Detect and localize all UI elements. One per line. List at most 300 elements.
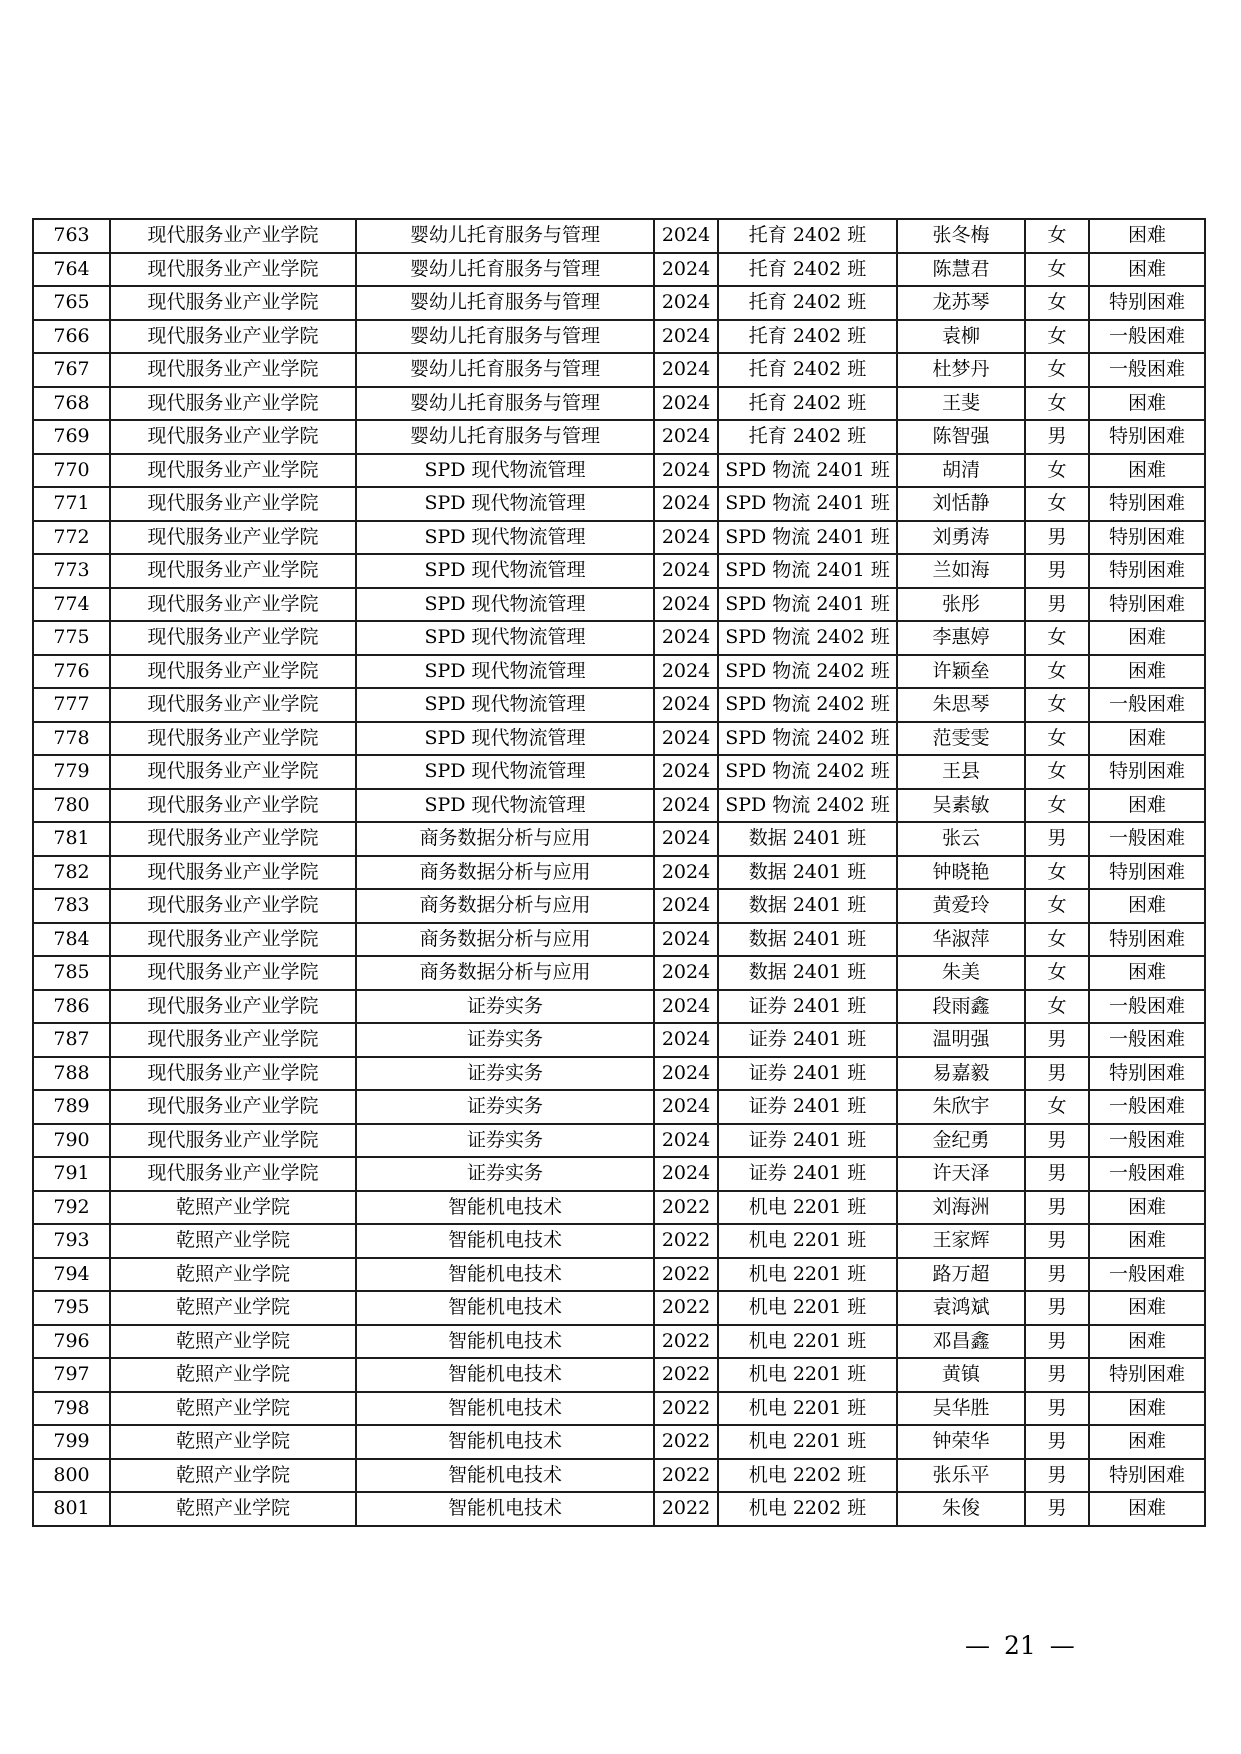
cell-name: 张冬梅 [897,219,1025,253]
cell-major: 婴幼儿托育服务与管理 [356,353,654,387]
table-row [33,1191,1205,1225]
table-row [33,487,1205,521]
cell-college: 乾照产业学院 [110,1492,356,1526]
cell-year: 2024 [654,923,718,957]
cell-gender: 男 [1025,1191,1089,1225]
cell-year: 2024 [654,353,718,387]
cell-college: 现代服务业产业学院 [110,1023,356,1057]
cell-class: SPD 物流 2402 班 [718,688,897,722]
cell-college: 乾照产业学院 [110,1325,356,1359]
table-row [33,1090,1205,1124]
cell-gender: 女 [1025,353,1089,387]
cell-gender: 男 [1025,1492,1089,1526]
cell-name: 路万超 [897,1258,1025,1292]
cell-no: 771 [33,487,110,521]
cell-difficulty: 特别困难 [1089,554,1205,588]
cell-name: 许颖垒 [897,655,1025,689]
cell-college: 现代服务业产业学院 [110,655,356,689]
table-row [33,789,1205,823]
cell-class: 托育 2402 班 [718,387,897,421]
cell-name: 段雨鑫 [897,990,1025,1024]
cell-major: 婴幼儿托育服务与管理 [356,219,654,253]
table-row [33,1057,1205,1091]
cell-name: 王家辉 [897,1224,1025,1258]
cell-name: 朱欣宇 [897,1090,1025,1124]
cell-no: 764 [33,253,110,287]
cell-major: 证券实务 [356,990,654,1024]
cell-class: SPD 物流 2402 班 [718,621,897,655]
cell-year: 2024 [654,1090,718,1124]
cell-college: 现代服务业产业学院 [110,454,356,488]
table-row [33,1425,1205,1459]
cell-class: SPD 物流 2402 班 [718,655,897,689]
cell-class: 证券 2401 班 [718,1157,897,1191]
cell-no: 765 [33,286,110,320]
cell-name: 张乐平 [897,1459,1025,1493]
table-row [33,621,1205,655]
cell-difficulty: 特别困难 [1089,588,1205,622]
cell-gender: 男 [1025,1224,1089,1258]
cell-name: 胡清 [897,454,1025,488]
cell-difficulty: 困难 [1089,1191,1205,1225]
cell-name: 吴华胜 [897,1392,1025,1426]
cell-major: 证券实务 [356,1090,654,1124]
cell-major: 商务数据分析与应用 [356,822,654,856]
cell-class: 托育 2402 班 [718,219,897,253]
cell-name: 刘海洲 [897,1191,1025,1225]
cell-class: 机电 2201 班 [718,1392,897,1426]
cell-year: 2024 [654,789,718,823]
cell-gender: 男 [1025,822,1089,856]
cell-name: 黄爱玲 [897,889,1025,923]
cell-no: 792 [33,1191,110,1225]
cell-difficulty: 一般困难 [1089,320,1205,354]
cell-gender: 女 [1025,621,1089,655]
cell-class: 证券 2401 班 [718,990,897,1024]
cell-name: 杜梦丹 [897,353,1025,387]
cell-year: 2024 [654,253,718,287]
cell-no: 780 [33,789,110,823]
table-row [33,521,1205,555]
table-row [33,1023,1205,1057]
cell-name: 邓昌鑫 [897,1325,1025,1359]
cell-college: 现代服务业产业学院 [110,1090,356,1124]
cell-no: 772 [33,521,110,555]
cell-name: 金纪勇 [897,1124,1025,1158]
cell-college: 乾照产业学院 [110,1425,356,1459]
cell-year: 2024 [654,990,718,1024]
cell-no: 787 [33,1023,110,1057]
cell-major: 婴幼儿托育服务与管理 [356,253,654,287]
cell-college: 现代服务业产业学院 [110,1057,356,1091]
cell-college: 现代服务业产业学院 [110,420,356,454]
cell-name: 朱俊 [897,1492,1025,1526]
table-row [33,755,1205,789]
cell-college: 现代服务业产业学院 [110,856,356,890]
cell-major: SPD 现代物流管理 [356,621,654,655]
cell-no: 793 [33,1224,110,1258]
cell-class: 托育 2402 班 [718,320,897,354]
cell-major: 智能机电技术 [356,1258,654,1292]
cell-class: SPD 物流 2401 班 [718,554,897,588]
cell-college: 乾照产业学院 [110,1224,356,1258]
cell-no: 782 [33,856,110,890]
cell-class: SPD 物流 2402 班 [718,755,897,789]
cell-class: 机电 2201 班 [718,1358,897,1392]
cell-major: 证券实务 [356,1057,654,1091]
cell-name: 朱思琴 [897,688,1025,722]
cell-difficulty: 困难 [1089,454,1205,488]
cell-college: 乾照产业学院 [110,1191,356,1225]
cell-college: 现代服务业产业学院 [110,621,356,655]
cell-college: 现代服务业产业学院 [110,722,356,756]
cell-class: 机电 2201 班 [718,1425,897,1459]
cell-no: 785 [33,956,110,990]
cell-difficulty: 困难 [1089,722,1205,756]
cell-no: 769 [33,420,110,454]
cell-year: 2024 [654,722,718,756]
cell-name: 王斐 [897,387,1025,421]
cell-college: 现代服务业产业学院 [110,320,356,354]
cell-college: 现代服务业产业学院 [110,1124,356,1158]
table-row [33,320,1205,354]
table-row [33,889,1205,923]
cell-difficulty: 困难 [1089,789,1205,823]
table-row [33,856,1205,890]
cell-major: 智能机电技术 [356,1325,654,1359]
cell-year: 2024 [654,487,718,521]
cell-no: 786 [33,990,110,1024]
cell-no: 789 [33,1090,110,1124]
cell-difficulty: 特别困难 [1089,1358,1205,1392]
cell-year: 2024 [654,420,718,454]
cell-no: 799 [33,1425,110,1459]
cell-class: 托育 2402 班 [718,286,897,320]
cell-major: SPD 现代物流管理 [356,487,654,521]
cell-no: 798 [33,1392,110,1426]
cell-difficulty: 一般困难 [1089,1124,1205,1158]
cell-difficulty: 一般困难 [1089,990,1205,1024]
table-row [33,1392,1205,1426]
cell-difficulty: 特别困难 [1089,755,1205,789]
cell-difficulty: 特别困难 [1089,856,1205,890]
cell-major: 证券实务 [356,1124,654,1158]
cell-college: 乾照产业学院 [110,1392,356,1426]
cell-name: 温明强 [897,1023,1025,1057]
cell-class: 数据 2401 班 [718,856,897,890]
cell-year: 2024 [654,688,718,722]
cell-gender: 女 [1025,286,1089,320]
cell-college: 现代服务业产业学院 [110,1157,356,1191]
cell-college: 现代服务业产业学院 [110,253,356,287]
cell-major: SPD 现代物流管理 [356,588,654,622]
table-row [33,655,1205,689]
cell-gender: 女 [1025,755,1089,789]
cell-year: 2024 [654,621,718,655]
cell-major: 智能机电技术 [356,1392,654,1426]
table-row [33,822,1205,856]
cell-college: 现代服务业产业学院 [110,521,356,555]
cell-difficulty: 困难 [1089,1291,1205,1325]
cell-year: 2022 [654,1258,718,1292]
cell-no: 770 [33,454,110,488]
cell-no: 766 [33,320,110,354]
cell-year: 2022 [654,1224,718,1258]
records-table-body [33,219,1205,1526]
cell-college: 现代服务业产业学院 [110,588,356,622]
cell-major: SPD 现代物流管理 [356,688,654,722]
cell-college: 现代服务业产业学院 [110,554,356,588]
cell-major: 婴幼儿托育服务与管理 [356,286,654,320]
cell-class: 托育 2402 班 [718,253,897,287]
cell-year: 2022 [654,1492,718,1526]
table-row [33,387,1205,421]
cell-difficulty: 一般困难 [1089,822,1205,856]
cell-difficulty: 困难 [1089,1492,1205,1526]
cell-difficulty: 困难 [1089,621,1205,655]
cell-major: 婴幼儿托育服务与管理 [356,420,654,454]
cell-name: 黄镇 [897,1358,1025,1392]
page-number: — 21 — [965,1631,1075,1660]
cell-no: 783 [33,889,110,923]
cell-no: 775 [33,621,110,655]
cell-major: SPD 现代物流管理 [356,554,654,588]
cell-difficulty: 困难 [1089,387,1205,421]
cell-class: SPD 物流 2401 班 [718,521,897,555]
cell-college: 现代服务业产业学院 [110,387,356,421]
cell-college: 乾照产业学院 [110,1459,356,1493]
cell-major: 商务数据分析与应用 [356,856,654,890]
cell-no: 801 [33,1492,110,1526]
cell-year: 2024 [654,454,718,488]
cell-name: 陈慧君 [897,253,1025,287]
cell-gender: 女 [1025,856,1089,890]
cell-major: 智能机电技术 [356,1224,654,1258]
table-row [33,956,1205,990]
cell-gender: 女 [1025,219,1089,253]
cell-college: 现代服务业产业学院 [110,487,356,521]
cell-gender: 男 [1025,554,1089,588]
cell-year: 2022 [654,1459,718,1493]
cell-class: SPD 物流 2402 班 [718,789,897,823]
cell-major: 婴幼儿托育服务与管理 [356,387,654,421]
table-row [33,588,1205,622]
cell-major: 证券实务 [356,1157,654,1191]
table-row [33,1325,1205,1359]
cell-college: 乾照产业学院 [110,1291,356,1325]
cell-name: 吴素敏 [897,789,1025,823]
cell-difficulty: 困难 [1089,253,1205,287]
cell-college: 现代服务业产业学院 [110,956,356,990]
cell-class: 证券 2401 班 [718,1090,897,1124]
cell-major: 商务数据分析与应用 [356,923,654,957]
cell-no: 800 [33,1459,110,1493]
cell-class: 机电 2201 班 [718,1191,897,1225]
cell-no: 784 [33,923,110,957]
cell-name: 袁柳 [897,320,1025,354]
table-row [33,219,1205,253]
cell-class: 机电 2201 班 [718,1258,897,1292]
cell-name: 刘勇涛 [897,521,1025,555]
cell-gender: 男 [1025,1425,1089,1459]
table-row [33,353,1205,387]
table-row [33,1459,1205,1493]
cell-no: 790 [33,1124,110,1158]
cell-major: 智能机电技术 [356,1492,654,1526]
cell-no: 796 [33,1325,110,1359]
cell-class: SPD 物流 2401 班 [718,588,897,622]
cell-gender: 男 [1025,1057,1089,1091]
cell-name: 兰如海 [897,554,1025,588]
cell-class: 机电 2202 班 [718,1459,897,1493]
cell-class: 数据 2401 班 [718,822,897,856]
cell-difficulty: 特别困难 [1089,420,1205,454]
cell-difficulty: 特别困难 [1089,521,1205,555]
cell-gender: 男 [1025,1392,1089,1426]
cell-gender: 男 [1025,1258,1089,1292]
cell-difficulty: 特别困难 [1089,1057,1205,1091]
cell-class: 机电 2202 班 [718,1492,897,1526]
cell-no: 767 [33,353,110,387]
cell-difficulty: 一般困难 [1089,1090,1205,1124]
cell-major: 智能机电技术 [356,1291,654,1325]
cell-name: 张云 [897,822,1025,856]
cell-no: 788 [33,1057,110,1091]
cell-year: 2022 [654,1425,718,1459]
table-row [33,722,1205,756]
cell-college: 现代服务业产业学院 [110,286,356,320]
cell-class: 数据 2401 班 [718,956,897,990]
cell-no: 768 [33,387,110,421]
cell-year: 2024 [654,1023,718,1057]
cell-class: 托育 2402 班 [718,353,897,387]
cell-year: 2022 [654,1392,718,1426]
cell-gender: 男 [1025,1157,1089,1191]
cell-year: 2024 [654,219,718,253]
cell-gender: 男 [1025,1358,1089,1392]
cell-major: SPD 现代物流管理 [356,521,654,555]
cell-difficulty: 困难 [1089,219,1205,253]
cell-name: 钟荣华 [897,1425,1025,1459]
cell-gender: 女 [1025,956,1089,990]
cell-difficulty: 一般困难 [1089,353,1205,387]
cell-year: 2022 [654,1191,718,1225]
cell-no: 777 [33,688,110,722]
cell-difficulty: 困难 [1089,1425,1205,1459]
cell-no: 791 [33,1157,110,1191]
cell-year: 2022 [654,1325,718,1359]
table-row [33,923,1205,957]
cell-gender: 女 [1025,688,1089,722]
cell-name: 朱美 [897,956,1025,990]
table-row [33,1492,1205,1526]
cell-gender: 女 [1025,487,1089,521]
cell-gender: 女 [1025,320,1089,354]
cell-college: 现代服务业产业学院 [110,889,356,923]
cell-class: 数据 2401 班 [718,889,897,923]
cell-year: 2022 [654,1291,718,1325]
cell-gender: 女 [1025,722,1089,756]
cell-major: SPD 现代物流管理 [356,454,654,488]
cell-gender: 男 [1025,1291,1089,1325]
cell-difficulty: 困难 [1089,655,1205,689]
cell-year: 2024 [654,1124,718,1158]
cell-year: 2024 [654,755,718,789]
table-row [33,253,1205,287]
cell-college: 现代服务业产业学院 [110,822,356,856]
cell-gender: 女 [1025,253,1089,287]
cell-major: 智能机电技术 [356,1358,654,1392]
cell-college: 现代服务业产业学院 [110,923,356,957]
cell-gender: 男 [1025,420,1089,454]
cell-difficulty: 一般困难 [1089,1157,1205,1191]
cell-class: 证券 2401 班 [718,1023,897,1057]
cell-major: 婴幼儿托育服务与管理 [356,320,654,354]
cell-gender: 女 [1025,454,1089,488]
cell-name: 许天泽 [897,1157,1025,1191]
cell-year: 2024 [654,1057,718,1091]
table-row [33,420,1205,454]
cell-no: 778 [33,722,110,756]
cell-class: 机电 2201 班 [718,1325,897,1359]
table-row [33,1358,1205,1392]
cell-no: 763 [33,219,110,253]
cell-name: 刘恬静 [897,487,1025,521]
records-table [32,218,1206,1527]
cell-no: 774 [33,588,110,622]
cell-college: 现代服务业产业学院 [110,353,356,387]
cell-college: 乾照产业学院 [110,1358,356,1392]
cell-name: 张彤 [897,588,1025,622]
cell-class: 证券 2401 班 [718,1124,897,1158]
cell-difficulty: 一般困难 [1089,1258,1205,1292]
cell-name: 王县 [897,755,1025,789]
cell-gender: 男 [1025,1325,1089,1359]
cell-major: SPD 现代物流管理 [356,755,654,789]
table-row [33,1258,1205,1292]
cell-name: 易嘉毅 [897,1057,1025,1091]
cell-no: 776 [33,655,110,689]
cell-college: 现代服务业产业学院 [110,990,356,1024]
cell-college: 乾照产业学院 [110,1258,356,1292]
table-row [33,688,1205,722]
cell-no: 779 [33,755,110,789]
cell-difficulty: 困难 [1089,1224,1205,1258]
cell-no: 795 [33,1291,110,1325]
cell-year: 2024 [654,1157,718,1191]
cell-gender: 男 [1025,1459,1089,1493]
cell-class: SPD 物流 2401 班 [718,454,897,488]
cell-college: 现代服务业产业学院 [110,688,356,722]
cell-difficulty: 一般困难 [1089,1023,1205,1057]
cell-class: SPD 物流 2402 班 [718,722,897,756]
cell-difficulty: 特别困难 [1089,487,1205,521]
cell-major: 智能机电技术 [356,1425,654,1459]
table-row [33,454,1205,488]
cell-year: 2024 [654,554,718,588]
cell-major: SPD 现代物流管理 [356,655,654,689]
cell-difficulty: 困难 [1089,889,1205,923]
cell-year: 2024 [654,320,718,354]
cell-class: 机电 2201 班 [718,1291,897,1325]
cell-name: 陈智强 [897,420,1025,454]
cell-no: 794 [33,1258,110,1292]
table-row [33,990,1205,1024]
cell-year: 2024 [654,889,718,923]
table-row [33,554,1205,588]
cell-difficulty: 特别困难 [1089,923,1205,957]
cell-year: 2022 [654,1358,718,1392]
